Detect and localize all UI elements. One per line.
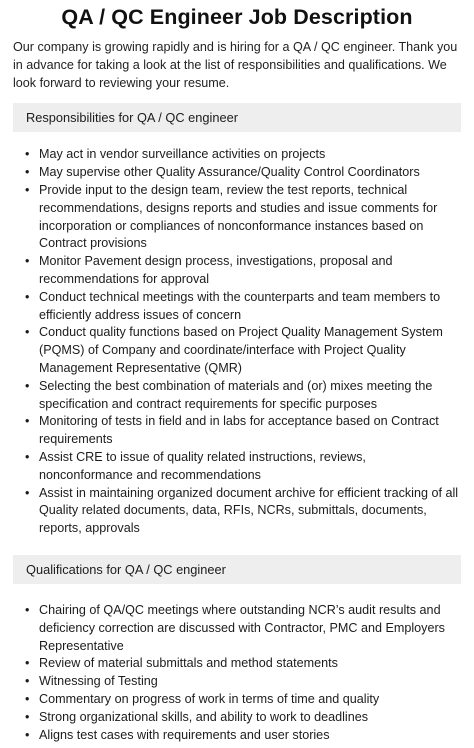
bullet-icon: • (25, 165, 30, 180)
list-item (13, 691, 461, 709)
list-item (13, 673, 461, 691)
list-item (13, 709, 461, 727)
list-item (13, 378, 461, 414)
bullet-icon: • (25, 182, 30, 197)
list-item (13, 727, 461, 745)
bullet-icon: • (25, 254, 30, 269)
list-item (13, 449, 461, 485)
list-item-text: Conduct quality functions based on Project Quality Management System (PQMS) of Company and coordinate/interface with Project Quality Management Representative (QMR) (39, 325, 443, 375)
list-item-text: Witnessing of Testing (39, 674, 158, 689)
list-item (13, 164, 461, 182)
responsibilities-list (13, 146, 461, 538)
bullet-icon: • (25, 674, 30, 689)
responsibilities-heading: Responsibilities for QA / QC engineer (13, 103, 461, 132)
bullet-icon: • (25, 378, 30, 393)
list-item-text: May act in vendor surveillance activities on projects (39, 147, 326, 162)
list-item (13, 602, 461, 655)
qualifications-heading: Qualifications for QA / QC engineer (13, 555, 461, 584)
list-item-text: Chairing of QA/QC meetings where outstanding NCR’s audit results and deficiency correction are discussed with Contractor, PMC and Employers Representative (39, 602, 445, 653)
list-item (13, 289, 461, 325)
list-item-text: Review of material submittals and method statements (39, 656, 338, 671)
bullet-icon: • (25, 709, 30, 724)
bullet-icon: • (25, 414, 30, 429)
bullet-icon: • (25, 147, 30, 162)
list-item (13, 146, 461, 164)
list-item-text: May supervise other Quality Assurance/Quality Control Coordinators (39, 165, 420, 180)
bullet-icon: • (25, 325, 30, 340)
intro-paragraph: Our company is growing rapidly and is hiring for a QA / QC engineer. Thank you in advance for taking a look at the list of responsibilities and qualifications. We look forward to reviewing your resume. (13, 40, 458, 90)
bullet-icon: • (25, 727, 30, 742)
list-item (13, 485, 461, 538)
list-item-text: Strong organizational skills, and ability to work to deadlines (39, 709, 369, 724)
list-item-text: Assist CRE to issue of quality related instructions, reviews, nonconformance and recommendations (39, 449, 366, 482)
qualifications-list (13, 602, 461, 744)
list-item-text: Monitor Pavement design process, investigations, proposal and recommendations for approval (39, 254, 393, 286)
list-item (13, 253, 461, 289)
list-item (13, 655, 461, 673)
list-item (13, 324, 461, 377)
list-item (13, 413, 461, 449)
list-item-text: Commentary on progress of work in terms of time and quality (39, 691, 380, 706)
bullet-icon: • (25, 656, 30, 671)
bullet-icon: • (25, 691, 30, 706)
bullet-icon: • (25, 602, 30, 617)
list-item-text: Assist in maintaining organized document archive for efficient tracking of all Quality related documents, data, RFIs, NCRs, submittals, documents, reports, approvals (39, 485, 459, 536)
list-item-text: Provide input to the design team, review the test reports, technical recommendations, designs reports and studies and issue comments for incorporation or compliances of nonconformance instances based on Contract provisions (39, 182, 438, 251)
bullet-icon: • (25, 449, 30, 464)
list-item (13, 182, 461, 253)
bullet-icon: • (25, 485, 30, 500)
bullet-icon: • (25, 289, 30, 304)
list-item-text: Conduct technical meetings with the counterparts and team members to efficiently address issues of concern (39, 289, 441, 322)
page-title: QA / QC Engineer Job Description (61, 5, 413, 29)
list-item-text: Monitoring of tests in field and in labs for acceptance based on Contract requirements (39, 414, 439, 447)
list-item-text: Aligns test cases with requirements and user stories (39, 727, 330, 742)
list-item-text: Selecting the best combination of materials and (or) mixes meeting the specification and contract requirements for specific purposes (39, 378, 433, 411)
